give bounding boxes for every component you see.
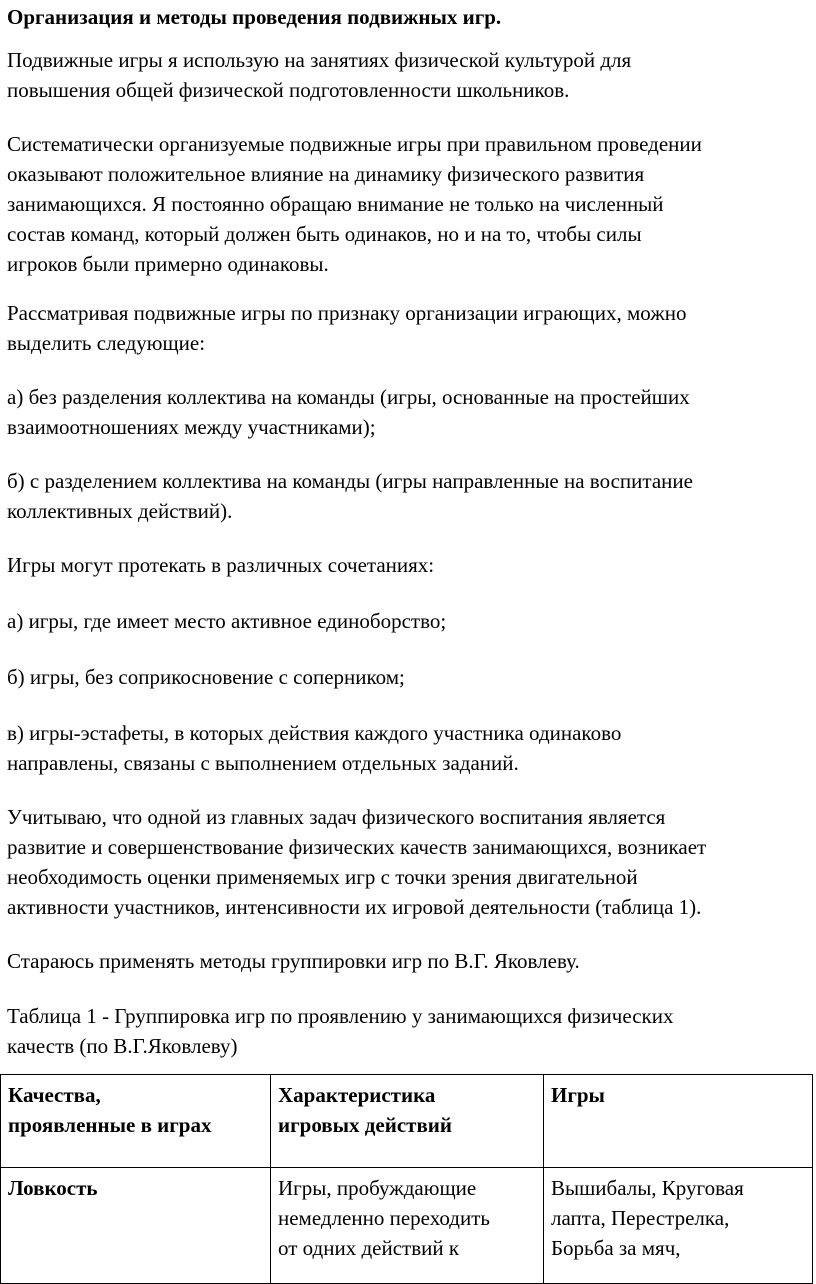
paragraph-line: Систематически организуемые подвижные игры при правильном проведении [7, 132, 702, 156]
table-header-cell [1, 1075, 271, 1168]
cell-line: Характеристика [278, 1083, 436, 1107]
paragraph-line: в) игры-эстафеты, в которых действия каждого участника одинаково [7, 721, 622, 745]
cell-line: от одних действий к [278, 1236, 460, 1260]
paragraph-line: Подвижные игры я использую на занятиях физической культурой для [7, 48, 632, 72]
cell-line: Качества, [8, 1083, 101, 1107]
table-header-row [1, 1075, 813, 1168]
paragraph-line: б) с разделением коллектива на команды (игры направленные на воспитание [7, 469, 693, 493]
paragraph-line: выделить следующие: [7, 331, 206, 355]
paragraph-line: развитие и совершенствование физических качеств занимающихся, возникает [7, 835, 707, 859]
paragraph-line: взаимоотношениях между участниками); [7, 415, 376, 439]
table-cell [544, 1168, 813, 1284]
paragraph-line: Учитываю, что одной из главных задач физического воспитания является [7, 805, 666, 829]
cell-line: Игры [551, 1083, 605, 1107]
paragraph-line: коллективных действий). [7, 499, 233, 523]
cell-line: проявленные в играх [8, 1113, 212, 1137]
cell-line: игровых действий [278, 1113, 452, 1137]
paragraph-line: а) игры, где имеет место активное единоборство; [7, 609, 447, 633]
paragraph-line: Стараюсь применять методы группировки игр по В.Г. Яковлеву. [7, 949, 580, 973]
table-row [1, 1168, 813, 1284]
table-header-cell [271, 1075, 544, 1168]
table-caption: Таблица 1 - Группировка игр по проявлению у занимающихся физических [7, 1004, 674, 1028]
paragraph-line: б) игры, без соприкосновение с соперником; [7, 665, 405, 689]
paragraph-line: состав команд, который должен быть одинаков, но и на то, чтобы силы [7, 222, 642, 246]
cell-line: Вышибалы, Круговая [551, 1176, 744, 1200]
table-cell [271, 1168, 544, 1284]
paragraph-line: необходимость оценки применяемых игр с точки зрения двигательной [7, 865, 638, 889]
paragraph-line: а) без разделения коллектива на команды (игры, основанные на простейших [7, 385, 690, 409]
cell-line: лапта, Перестрелка, [551, 1206, 730, 1230]
paragraph-line: Рассматривая подвижные игры по признаку организации играющих, можно [7, 301, 687, 325]
cell-line: немедленно переходить [278, 1206, 490, 1230]
cell-line: Борьба за мяч, [551, 1236, 681, 1260]
document-title: Организация и методы проведения подвижных игр. [7, 5, 502, 29]
table-cell [1, 1168, 271, 1284]
paragraph-line: Игры могут протекать в различных сочетаниях: [7, 553, 435, 577]
paragraph-line: повышения общей физической подготовленности школьников. [7, 78, 570, 102]
paragraph-line: оказывают положительное влияние на динамику физического развития [7, 162, 645, 186]
paragraph-line: направлены, связаны с выполнением отдельных заданий. [7, 751, 519, 775]
paragraph-line: занимающихся. Я постоянно обращаю внимание не только на численный [7, 192, 664, 216]
cell-line: Игры, пробуждающие [278, 1176, 477, 1200]
paragraph-line: игроков были примерно одинаковы. [7, 252, 329, 276]
table-header-cell [544, 1075, 813, 1168]
paragraph-line: активности участников, интенсивности их игровой деятельности (таблица 1). [7, 895, 702, 919]
cell-line: Ловкость [8, 1176, 98, 1200]
qualities-table [0, 1074, 813, 1284]
table-caption: качеств (по В.Г.Яковлеву) [7, 1034, 238, 1058]
